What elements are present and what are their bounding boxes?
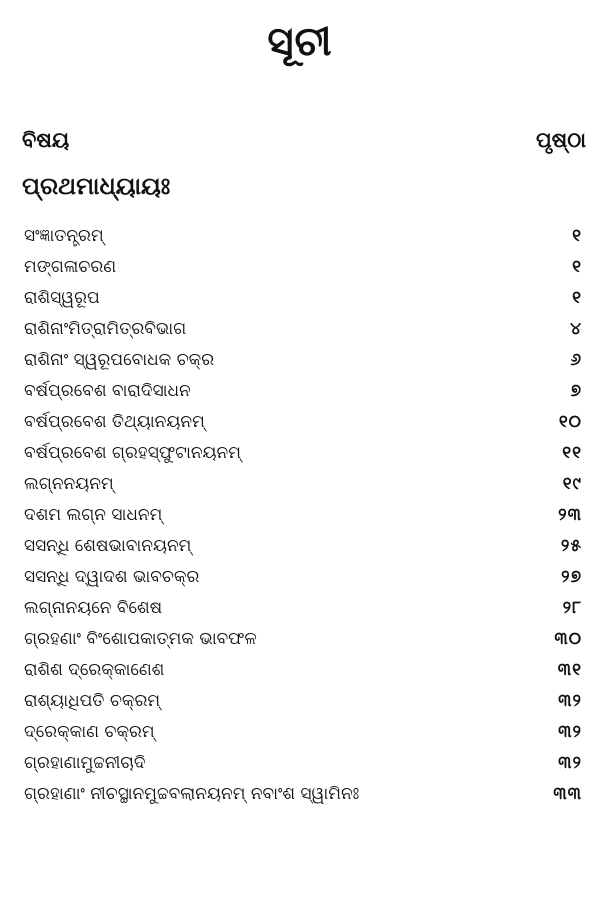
toc-entry-2 [24, 252, 586, 283]
toc-entry-title: ରାଶିନାଂମିତ୍ରାମିତ୍ରବିଭାଗ [24, 319, 187, 339]
toc-entry-title: ରାଶ୍ୟାଧିପତି ଚକ୍ରମ୍ [24, 691, 161, 711]
toc-entry-1 [24, 221, 586, 252]
toc-entry-16 [24, 686, 586, 717]
subject-column-label: ବିଷୟ [22, 128, 70, 152]
toc-list [24, 221, 586, 810]
toc-entry-page: ୭ [570, 381, 582, 401]
toc-entry-14 [24, 624, 586, 655]
toc-entry-page: ୧୦ [558, 412, 582, 432]
toc-entry-page: ୨୮ [562, 598, 582, 618]
toc-entry-title: ଗ୍ରହାଣାମୁଚ୍ଚନୀଚାଦି [24, 753, 146, 773]
toc-entry-17 [24, 717, 586, 748]
toc-entry-page: ୩୦ [554, 629, 582, 649]
page-title: ସୂଚୀ [267, 19, 333, 65]
chapter-title: ପ୍ରଥମାଧ୍ୟାୟଃ [22, 172, 171, 200]
toc-entry-title: ବର୍ଷପ୍ରବେଶ ବାରାଦିସାଧନ [24, 381, 191, 401]
toc-entry-page: ୩୩ [553, 784, 582, 804]
toc-entry-title: ଦଶମ ଲଗ୍ନ ସାଧନମ୍ [24, 505, 163, 525]
toc-entry-page: ୩୨ [558, 753, 582, 773]
toc-entry-page: ୧ [572, 257, 582, 277]
toc-entry-title: ଗ୍ରହଣାଂ ବିଂଶୋପକାତ୍ମକ ଭାବଫଳ [24, 629, 257, 649]
toc-entry-11 [24, 531, 586, 562]
toc-entry-15 [24, 655, 586, 686]
toc-entry-title: ଲଗ୍ନାନୟନେ ବିଶେଷ [24, 598, 163, 618]
toc-entry-title: ସସନ୍ଧି ଶେଷଭାବାନୟନମ୍ [24, 536, 192, 556]
toc-entry-6 [24, 376, 586, 407]
toc-entry-page: ୩୨ [558, 722, 582, 742]
toc-entry-title: ସସନ୍ଧି ଦ୍ୱାଦଶ ଭାବଚକ୍ର [24, 567, 200, 587]
toc-entry-19 [24, 779, 586, 810]
toc-entry-title: ରାଶିଶ ଦ୍ରେକ୍‌କାଣେଶ [24, 660, 165, 680]
toc-entry-page: ୧ [572, 226, 582, 246]
toc-entry-10 [24, 500, 586, 531]
toc-entry-3 [24, 283, 586, 314]
toc-entry-18 [24, 748, 586, 779]
toc-entry-page: ୧ [572, 288, 582, 308]
toc-entry-12 [24, 562, 586, 593]
toc-entry-page: ୨୭ [561, 567, 582, 587]
toc-entry-title: ରାଶିସ୍ୱରୂପ [24, 288, 100, 308]
toc-entry-title: ଦ୍ରେକ୍‌କାଣ ଚକ୍ରମ୍ [24, 722, 155, 742]
toc-entry-title: ରାଶିନାଂ ସ୍ୱରୂପବୋଧକ ଚକ୍ର [24, 350, 215, 370]
toc-entry-page: ୪ [570, 319, 582, 339]
toc-entry-title: ମଙ୍ଗଳାଚରଣ [24, 257, 117, 277]
toc-entry-title: ସଂଜ୍ଞାତନ୍ତ୍ରମ୍ [24, 226, 104, 246]
toc-entry-page: ୨୫ [560, 536, 582, 556]
toc-entry-page: ୩୨ [558, 691, 582, 711]
toc-entry-5 [24, 345, 586, 376]
toc-entry-page: ୩୧ [557, 660, 582, 680]
toc-entry-8 [24, 438, 586, 469]
toc-entry-title: ଲଗ୍ନନୟନମ୍ [24, 474, 114, 494]
toc-entry-page: ୨୩ [558, 505, 582, 525]
toc-entry-title: ଗ୍ରହାଣାଂ ନୀଚସ୍ଥାନମୁଚ୍ଚବଲାନୟନମ୍ ନବାଂଶ ସ୍ୱାମିନଃ [24, 784, 360, 804]
toc-entry-page: ୧୯ [562, 474, 582, 494]
page-column-label: ପୃଷ୍ଠା [535, 128, 586, 152]
toc-entry-title: ବର୍ଷପ୍ରବେଶ ତିଥ୍ୟାନୟନମ୍ [24, 412, 205, 432]
toc-entry-9 [24, 469, 586, 500]
toc-entry-page: ୧୧ [562, 443, 582, 463]
toc-entry-4 [24, 314, 586, 345]
toc-header [22, 128, 586, 158]
toc-entry-13 [24, 593, 586, 624]
toc-entry-7 [24, 407, 586, 438]
toc-entry-title: ବର୍ଷପ୍ରବେଶ ଗ୍ରହସ୍ଫୁଟାନୟନମ୍ [24, 443, 241, 463]
toc-entry-page: ୬ [570, 350, 582, 370]
